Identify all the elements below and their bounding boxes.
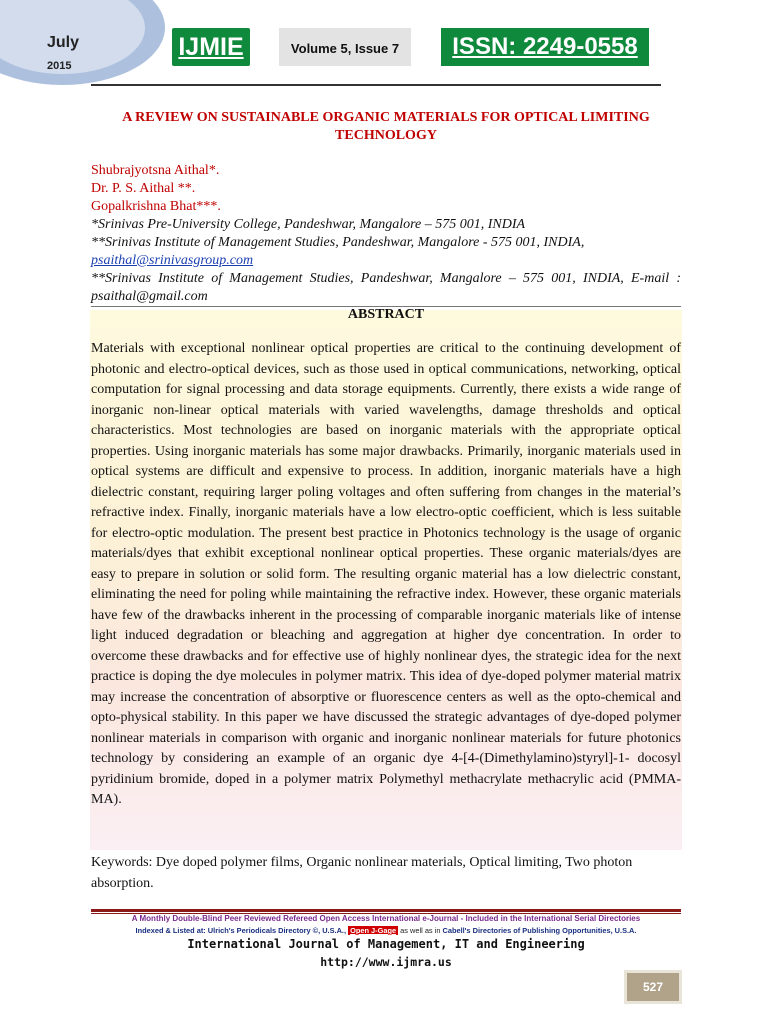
- open-j-gage-badge[interactable]: Open J-Gage: [350, 926, 397, 935]
- footer-rule-thick: [91, 909, 681, 912]
- issn-badge: ISSN: 2249-0558: [441, 28, 649, 66]
- footer-journal-description: A Monthly Double-Blind Peer Reviewed Refereed Open Access International e-Journal - Included in the International Serial Directories: [131, 914, 641, 923]
- author-1: Shubrajyotsna Aithal*.: [91, 163, 220, 178]
- footer-url-link[interactable]: http://www.ijmra.us: [320, 955, 452, 969]
- author-2: Dr. P. S. Aithal **.: [91, 181, 196, 196]
- footer-indexing-join: as well as in: [400, 926, 441, 935]
- issue-month: July: [47, 34, 80, 51]
- affiliation-2-email-link[interactable]: psaithal@srinivasgroup.com: [91, 253, 254, 268]
- journal-badge: IJMIE: [172, 28, 250, 66]
- abstract-text: Materials with exceptional nonlinear optical properties are critical to the continuing development of photonic and electro-optical devices, such as those used in optical communications, networking, optical computation for signal processing and data storage equipments. Currently, there exists a wide range of inorganic non-linear optical materials with varied wavelengths, damage thresholds and optical characteristics. Most technologies are based on inorganic materials with the appropriate optical properties. Using inorganic materials has some major drawbacks. Primarily, inorganic materials used in optical systems are difficult and expensive to process. In addition, inorganic materials have a high dielectric constant, requiring larger poling voltages and often suffering from changes in the material’s refractive index. Finally, inorganic materials have a low electro-optic coefficient, which is less suitable for electro-optic modulation. The present best practice in Photonics technology is the usage of organic materials/dyes that exhibit exceptional nonlinear optical properties. These organic materials/dyes are easy to prepare in solution or solid form. The resulting organic material has a low dielectric constant, eliminating the need for poling while maintaining the refractive index. However, these organic materials have few of the drawbacks inherent in the processing of comparable inorganic materials like of intense light induced degradation or bleaching and aggregation at higher dye concentration. In order to overcome these drawbacks and for effective use of highly nonlinear dyes, the strategic idea for the next practice is doping the dye molecules in polymer matrix. This idea of dye-doped polymer material matrix may increase the concentration of absorptive or fluorescence centers as well as the opto-chemical and opto-physical stability. In this paper we have discussed the strategic advantages of dye-doped polymer nonlinear materials in comparison with organic and inorganic nonlinear materials for future photonics technology by considering an example of an organic dye 4-[4-(Dimethylamino)styryl]-1- docosyl pyridinium bromide, doped in a polymer matrix Polymethyl methacrylate methacrylic acid (PMMA-MA).: [91, 341, 681, 807]
- keywords: Keywords: Dye doped polymer films, Organic nonlinear materials, Optical limiting, Two photon absorption.: [91, 855, 633, 891]
- paper-title-line-1: A REVIEW ON SUSTAINABLE ORGANIC MATERIALS FOR OPTICAL LIMITING: [122, 110, 650, 125]
- volume-badge: Volume 5, Issue 7: [279, 28, 411, 66]
- affiliation-3: **Srinivas Institute of Management Studies, Pandeshwar, Mangalore – 575 001, INDIA, E-mail : psaithal@gmail.com: [91, 271, 681, 304]
- paper-title: [91, 109, 681, 145]
- affiliation-1: *Srinivas Pre-University College, Pandeshwar, Mangalore – 575 001, INDIA: [91, 217, 526, 232]
- author-3: Gopalkrishna Bhat***.: [91, 199, 221, 214]
- footer-journal-name: International Journal of Management, IT and Engineering: [187, 937, 585, 951]
- footer-indexing-ulrich: Indexed & Listed at: Ulrich's Periodicals Directory ©, U.S.A.,: [135, 926, 347, 935]
- footer-indexing: [91, 926, 681, 935]
- author-block: [91, 162, 681, 306]
- paper-title-line-2: TECHNOLOGY: [335, 128, 437, 143]
- footer-indexing-cabell: Cabell's Directories of Publishing Opportunities, U.S.A.: [442, 926, 637, 935]
- abstract-heading: ABSTRACT: [347, 307, 425, 322]
- affiliation-2: **Srinivas Institute of Management Studies, Pandeshwar, Mangalore - 575 001, INDIA,: [91, 235, 585, 250]
- header-rule: [91, 84, 661, 86]
- page-number: 527: [624, 970, 682, 1004]
- issue-year: 2015: [47, 60, 72, 72]
